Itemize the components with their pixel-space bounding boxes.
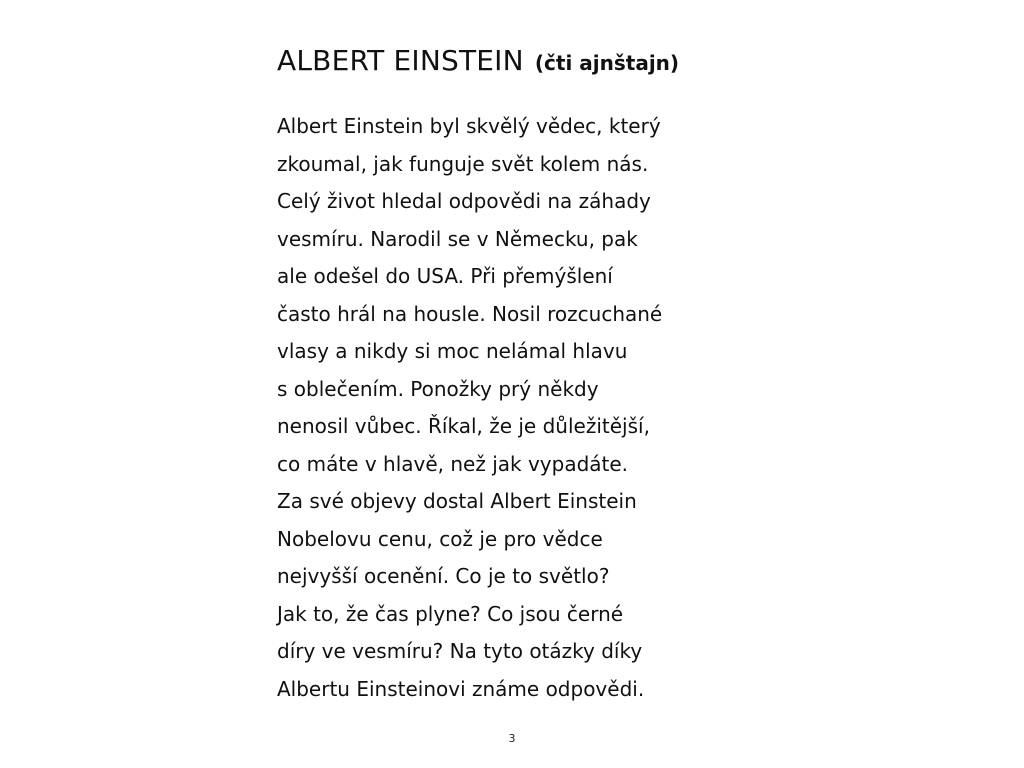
text-line: zkoumal, jak funguje svět kolem nás. <box>277 151 649 176</box>
page-title <box>277 36 679 86</box>
text-line: díry ve vesmíru? Na tyto otázky díky <box>277 639 643 663</box>
page-number: 3 <box>508 732 516 745</box>
title-pronunciation: (čti ajnštajn) <box>534 51 680 75</box>
text-line: Jak to, že čas plyne? Co jsou černé <box>277 601 624 626</box>
text-line: vlasy a nikdy si moc nelámal hlavu <box>277 339 628 363</box>
text-line: co máte v hlavě, než jak vypadáte. <box>277 451 629 476</box>
text-line: s oblečením. Ponožky prý někdy <box>277 376 599 401</box>
text-line: nejvyšší ocenění. Co je to světlo? <box>277 564 610 588</box>
text-line: vesmíru. Narodil se v Německu, pak <box>277 226 638 251</box>
text-line: ale odešel do USA. Při přemýšlení <box>277 264 613 288</box>
body-text <box>277 108 662 708</box>
text-line: často hrál na housle. Nosil rozcuchané <box>277 301 663 326</box>
text-line: Albertu Einsteinovi známe odpovědi. <box>277 676 645 701</box>
text-line: Celý život hledal odpovědi na záhady <box>277 189 651 213</box>
text-line: nenosil vůbec. Říkal, že je důležitější, <box>277 414 650 438</box>
text-line: Albert Einstein byl skvělý vědec, který <box>277 114 661 138</box>
text-line: Za své objevy dostal Albert Einstein <box>277 489 637 513</box>
title-main: ALBERT EINSTEIN <box>277 44 524 77</box>
text-line: Nobelovu cenu, což je pro vědce <box>277 526 603 551</box>
